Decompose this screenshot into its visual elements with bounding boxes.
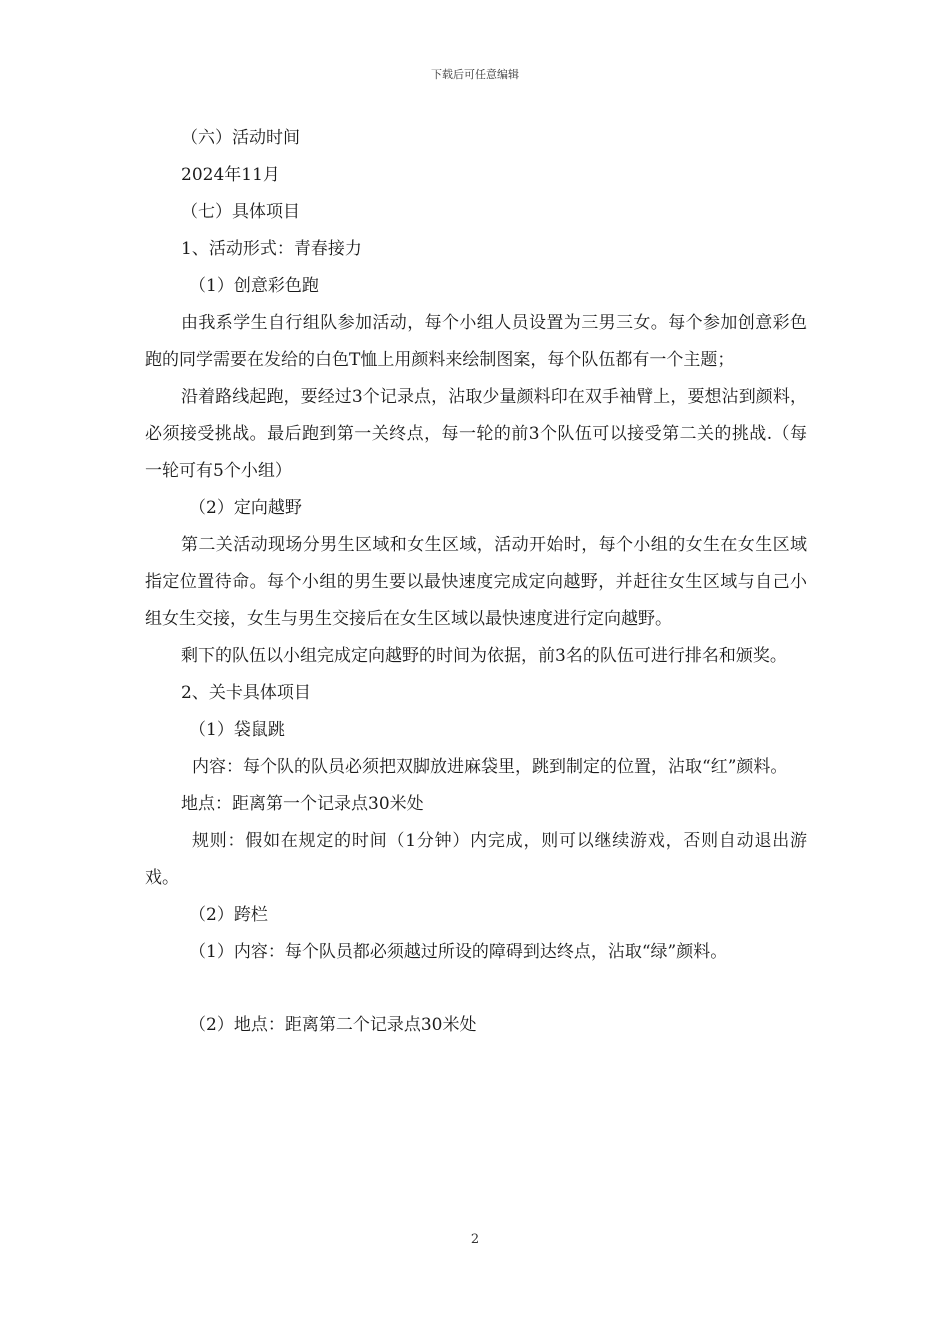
paragraph-gap	[145, 971, 807, 1007]
paragraph-sack-race-location: 地点：距离第一个记录点30米处	[181, 794, 424, 814]
subheading-sack-race: （1）袋鼠跳	[189, 720, 285, 740]
paragraph-orienteering-rules: 第二关活动现场分男生区域和女生区域，活动开始时，每个小组的女生在女生区域指定位置待命。每个小组的男生要以最快速度完成定向越野，并赶往女生区域与自己小组女生交接，女生与男生交接后在女生区域以最快速度进行定向越野。	[145, 535, 807, 629]
activity-date: 2024年11月	[181, 165, 280, 185]
section-heading-activity-time: （六）活动时间	[181, 128, 300, 148]
paragraph-sack-race-rules: 规则：假如在规定的时间（1分钟）内完成，则可以继续游戏，否则自动退出游戏。	[145, 831, 807, 888]
page-header: 下载后可任意编辑	[431, 68, 519, 81]
subheading-color-run: （1）创意彩色跑	[189, 276, 319, 296]
subheading-orienteering: （2）定向越野	[189, 498, 302, 518]
activity-form-heading: 1、活动形式：青春接力	[181, 239, 362, 259]
paragraph-color-run-teams: 由我系学生自行组队参加活动，每个小组人员设置为三男三女。每个参加创意彩色跑的同学需要在发给的白色T恤上用颜料来绘制图案，每个队伍都有一个主题；	[145, 313, 807, 370]
subheading-hurdles: （2）跨栏	[189, 905, 268, 925]
document-body	[145, 120, 807, 1044]
section-heading-specific-items: （七）具体项目	[181, 202, 300, 222]
stage-items-heading: 2、关卡具体项目	[181, 683, 311, 703]
paragraph-ranking: 剩下的队伍以小组完成定向越野的时间为依据，前3名的队伍可进行排名和颁奖。	[181, 646, 787, 666]
paragraph-color-run-route: 沿着路线起跑，要经过3个记录点，沾取少量颜料印在双手袖臂上，要想沾到颜料，必须接受挑战。最后跑到第一关终点，每一轮的前3个队伍可以接受第二关的挑战.（每一轮可有5个小组）	[145, 387, 807, 481]
paragraph-hurdles-location: （2）地点：距离第二个记录点30米处	[189, 1015, 477, 1035]
paragraph-sack-race-content: 内容：每个队的队员必须把双脚放进麻袋里，跳到制定的位置，沾取“红”颜料。	[192, 757, 788, 777]
paragraph-hurdles-content: （1）内容：每个队员都必须越过所设的障碍到达终点，沾取“绿”颜料。	[189, 942, 728, 962]
page-number: 2	[470, 1232, 480, 1247]
